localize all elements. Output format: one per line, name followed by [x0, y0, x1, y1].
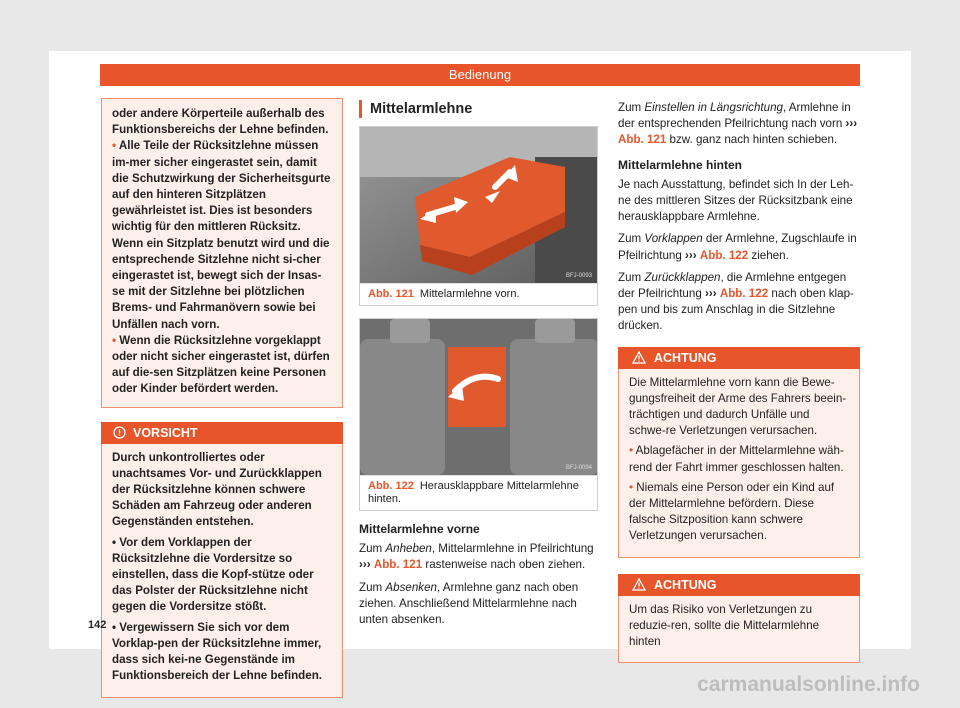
paragraph: Je nach Ausstattung, befindet sich In der Leh-ne des mittleren Sitzes der Rücksitzbank eine herausklappbare Armlehne. [618, 177, 854, 224]
box-intro: oder andere Körperteile außerhalb des Funktionsbereichs der Lehne befinden. [112, 107, 329, 137]
subheading: Mittelarmlehne hinten [618, 157, 743, 172]
column-left [101, 98, 343, 698]
vorsicht-body [101, 444, 343, 698]
bullet-icon: • [112, 333, 117, 347]
svg-text:BFJ-0093: BFJ-0093 [565, 273, 592, 279]
svg-text:BFJ-0094: BFJ-0094 [565, 465, 592, 471]
achtung-body [618, 596, 860, 664]
bullet-icon: • [629, 444, 634, 458]
figure-rear-armrest [359, 318, 598, 511]
bullet-icon: • [112, 620, 117, 634]
figure-caption: Abb. 121 Mittelarmlehne vorn. [360, 283, 597, 305]
bullet-icon: • [629, 480, 634, 494]
rear-armrest-illustration [360, 319, 598, 475]
bullet-icon: • [112, 139, 117, 153]
achtung-text: Die Mittelarmlehne vorn kann die Bewe-gungsfreiheit der Arme des Fahrers beein-trächtigen und dadurch Unfälle und schwe-re Verletzungen verursachen. [629, 375, 847, 438]
achtung-bullet: • Niemals eine Person oder ein Kind auf der Mittelarmlehne befördern. Diese falsche Sitzposition kann schwere Verletzungen verursachen. [629, 480, 835, 543]
section-title: Mittelarmlehne [359, 98, 601, 120]
section-header: Bedienung [100, 64, 860, 86]
watermark: carmanualsonline.info [697, 673, 920, 696]
page-number: 142 [88, 619, 107, 631]
column-middle [359, 98, 601, 634]
vorsicht-bullet: • Vor dem Vorklappen der Rücksitzlehne die Vordersitze so einstellen, dass die Kopf-stütze oder das Polster der Rücksitzlehne nicht gegen die Vordersitze stößt. [112, 535, 314, 614]
figure-caption: Abb. 122 Herausklappbare Mittelarmlehne hinten. [360, 475, 597, 510]
warning-triangle-icon [632, 351, 646, 364]
achtung-header: ACHTUNG [618, 574, 860, 596]
vorsicht-title: VORSICHT [133, 425, 198, 440]
text-block [359, 521, 601, 628]
vorsicht-bullet: • Vergewissern Sie sich vor dem Vorklap-pen der Rücksitzlehne immer, dass sich kei-ne Gegenstände im Funktionsbereich der Lehne befinden. [112, 620, 323, 683]
column-right [618, 100, 860, 663]
box-bullet: • Alle Teile der Rücksitzlehne müssen im-mer sicher eingerastet sein, damit die Schutzwirkung der Sicherheitsgurte auf den hinteren Sitzplätzen gewährleistet ist. Dies ist besonders wichtig für den mittleren Rücksitz. Wenn ein Sitzplatz benutzt wird und die entsprechende Sitzlehne nicht si-cher eingerastet ist, bewegt sich der Insas-se mit der Sitzlehne bei plötzlichen Brems- und Fahrmanövern sowie bei Unfällen nach vorn. [112, 139, 331, 331]
achtung-body [618, 369, 860, 558]
achtung-bullet: • Ablagefächer in der Mittelarmlehne wäh-rend der Fahrt immer geschlossen halten. [629, 444, 844, 474]
paragraph: Zum Anheben, Mittelarmlehne in Pfeilrichtung ››› Abb. 121 rastenweise nach oben ziehen. [359, 542, 594, 572]
subheading: Mittelarmlehne vorne [359, 522, 480, 536]
warning-continuation-box [101, 98, 343, 408]
paragraph: Zum Absenken, Armlehne ganz nach oben ziehen. Anschließend Mittelarmlehne nach unten absenken. [359, 580, 579, 627]
paragraph: Zum Zurückklappen, die Armlehne entgegen der Pfeilrichtung ››› Abb. 122 nach oben klap-pen und bis zum Anschlag in die Sitzlehne drücken. [618, 270, 854, 333]
figure-front-armrest [359, 126, 598, 306]
paragraph: Zum Einstellen in Längsrichtung, Armlehne in der entsprechenden Pfeilrichtung nach vorn ››› Abb. 121 bzw. ganz nach hinten schieben. [618, 101, 858, 147]
front-armrest-illustration [360, 127, 598, 283]
vorsicht-text: Durch unkontrolliertes oder unachtsames Vor- und Zurückklappen der Rücksitzlehne können schwere Schäden am Fahrzeug oder anderen Gegenständen entstehen. [112, 450, 322, 529]
bullet-icon: • [112, 535, 117, 549]
achtung-header: ACHTUNG [618, 347, 860, 369]
paragraph: Zum Vorklappen der Armlehne, Zugschlaufe in Pfeilrichtung ››› Abb. 122 ziehen. [618, 232, 857, 262]
achtung-text: Um das Risiko von Verletzungen zu reduzie-ren, sollte die Mittelarmlehne hinten [629, 602, 820, 649]
info-circle-icon [113, 426, 126, 439]
box-bullet: • Wenn die Rücksitzlehne vorgeklappt oder nicht sicher eingerastet ist, dürfen auf die-sen Sitzplätzen keine Personen oder Kinder befördert werden. [112, 333, 330, 396]
vorsicht-header [101, 422, 343, 444]
warning-triangle-icon [632, 578, 646, 591]
